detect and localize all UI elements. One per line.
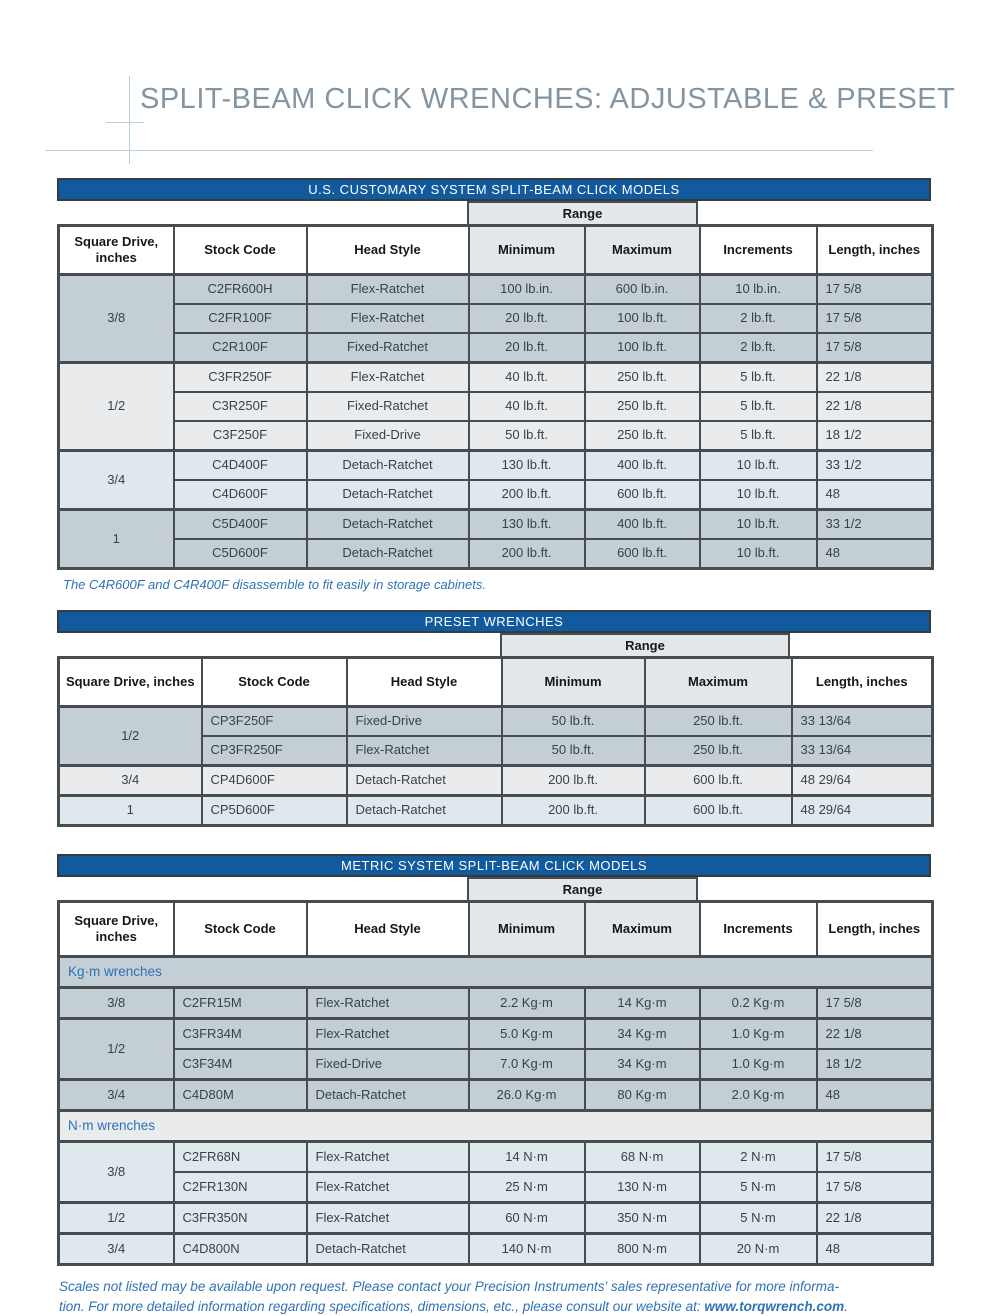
cell-head-style: Detach-Ratchet <box>347 766 502 796</box>
table-row <box>59 1234 933 1265</box>
cell-increments: 10 lb.ft. <box>700 451 817 481</box>
col-header-increments: Increments <box>700 902 817 957</box>
col-header-maximum: Maximum <box>585 902 700 957</box>
col-header-stock-code: Stock Code <box>202 658 347 707</box>
section-row <box>59 957 933 988</box>
metric-table-title-bar: METRIC SYSTEM SPLIT-BEAM CLICK MODELS <box>57 854 931 877</box>
cell-maximum: 250 lb.ft. <box>585 421 700 451</box>
cell-stock-code: C2FR600H <box>174 275 307 305</box>
cell-increments: 5 lb.ft. <box>700 392 817 421</box>
cell-minimum: 40 lb.ft. <box>469 392 585 421</box>
cell-maximum: 800 N·m <box>585 1234 700 1265</box>
cell-minimum: 50 lb.ft. <box>502 736 645 766</box>
cell-stock-code: C5D400F <box>174 510 307 540</box>
cell-stock-code: C2FR15M <box>174 988 307 1019</box>
table-row <box>59 304 933 333</box>
footer-note <box>59 1277 931 1316</box>
cell-increments: 2 lb.ft. <box>700 304 817 333</box>
table-row <box>59 480 933 510</box>
cell-length-inches: 48 29/64 <box>792 766 933 796</box>
cell-head-style: Detach-Ratchet <box>347 796 502 826</box>
table-footnote: The C4R600F and C4R400F disassemble to fit easily in storage cabinets. <box>63 577 486 592</box>
table-row <box>59 1080 933 1111</box>
cell-stock-code: C2R100F <box>174 333 307 363</box>
cell-head-style: Flex-Ratchet <box>307 988 469 1019</box>
table-row <box>59 1019 933 1050</box>
col-header-increments: Increments <box>700 226 817 275</box>
footer-line2: tion. For more detailed information regarding specifications, dimensions, etc., please consult our website at: <box>59 1298 705 1314</box>
cell-minimum: 20 lb.ft. <box>469 304 585 333</box>
col-header-stock-code: Stock Code <box>174 902 307 957</box>
range-strip <box>57 877 931 900</box>
col-header-head-style: Head Style <box>307 902 469 957</box>
cell-head-style: Fixed-Drive <box>307 1049 469 1080</box>
cell-maximum: 34 Kg·m <box>585 1049 700 1080</box>
table-row <box>59 392 933 421</box>
table-row <box>59 1049 933 1080</box>
cell-increments: 5 lb.ft. <box>700 363 817 393</box>
cell-length-inches: 17 5/8 <box>817 333 933 363</box>
cell-head-style: Flex-Ratchet <box>307 1142 469 1173</box>
cell-stock-code: C3FR34M <box>174 1019 307 1050</box>
cell-square-drive: 1/2 <box>59 707 202 766</box>
cell-length-inches: 17 5/8 <box>817 1172 933 1203</box>
cell-minimum: 2.2 Kg·m <box>469 988 585 1019</box>
cell-head-style: Fixed-Drive <box>307 421 469 451</box>
cell-maximum: 14 Kg·m <box>585 988 700 1019</box>
range-strip <box>57 201 931 224</box>
cell-head-style: Flex-Ratchet <box>307 304 469 333</box>
cell-increments: 10 lb.in. <box>700 275 817 305</box>
table-row <box>59 510 933 540</box>
cell-length-inches: 48 29/64 <box>792 796 933 826</box>
cell-minimum: 26.0 Kg·m <box>469 1080 585 1111</box>
cell-minimum: 40 lb.ft. <box>469 363 585 393</box>
cell-head-style: Flex-Ratchet <box>307 1172 469 1203</box>
cell-stock-code: C3F250F <box>174 421 307 451</box>
section-label-kg-m-wrenches: Kg·m wrenches <box>59 957 933 988</box>
col-header-minimum: Minimum <box>502 658 645 707</box>
col-header-minimum: Minimum <box>469 902 585 957</box>
col-header-length-inches: Length, inches <box>817 226 933 275</box>
cell-maximum: 350 N·m <box>585 1203 700 1234</box>
cell-increments: 5 N·m <box>700 1203 817 1234</box>
table-row <box>59 363 933 393</box>
cell-length-inches: 18 1/2 <box>817 421 933 451</box>
website-url: www.torqwrench.com <box>704 1298 845 1314</box>
page-content <box>57 178 931 1316</box>
cell-stock-code: CP5D600F <box>202 796 347 826</box>
table-row <box>59 1203 933 1234</box>
cell-maximum: 600 lb.ft. <box>585 480 700 510</box>
us-table-title-bar: U.S. CUSTOMARY SYSTEM SPLIT-BEAM CLICK MODELS <box>57 178 931 201</box>
cell-length-inches: 33 13/64 <box>792 707 933 737</box>
cell-stock-code: C3R250F <box>174 392 307 421</box>
cell-increments: 2 N·m <box>700 1142 817 1173</box>
section-label-n-m-wrenches: N·m wrenches <box>59 1111 933 1142</box>
cell-length-inches: 48 <box>817 539 933 569</box>
table-row <box>59 539 933 569</box>
cell-increments: 2.0 Kg·m <box>700 1080 817 1111</box>
cell-minimum: 200 lb.ft. <box>469 539 585 569</box>
cell-head-style: Flex-Ratchet <box>307 1019 469 1050</box>
range-header: Range <box>467 201 698 224</box>
cell-length-inches: 48 <box>817 1234 933 1265</box>
cell-stock-code: C2FR100F <box>174 304 307 333</box>
cell-minimum: 25 N·m <box>469 1172 585 1203</box>
table-row <box>59 421 933 451</box>
header-row <box>59 226 933 275</box>
cell-square-drive: 3/8 <box>59 988 174 1019</box>
cell-head-style: Fixed-Ratchet <box>307 392 469 421</box>
table-row <box>59 707 933 737</box>
cell-maximum: 600 lb.in. <box>585 275 700 305</box>
cell-stock-code: C4D400F <box>174 451 307 481</box>
col-header-stock-code: Stock Code <box>174 226 307 275</box>
cell-minimum: 130 lb.ft. <box>469 451 585 481</box>
header-row <box>59 902 933 957</box>
cell-square-drive: 3/4 <box>59 1234 174 1265</box>
cell-maximum: 100 lb.ft. <box>585 304 700 333</box>
cell-maximum: 100 lb.ft. <box>585 333 700 363</box>
table-row <box>59 1142 933 1173</box>
cell-length-inches: 17 5/8 <box>817 304 933 333</box>
cell-length-inches: 33 13/64 <box>792 736 933 766</box>
table-row <box>59 333 933 363</box>
cell-head-style: Fixed-Drive <box>347 707 502 737</box>
cell-minimum: 7.0 Kg·m <box>469 1049 585 1080</box>
cell-stock-code: C4D800N <box>174 1234 307 1265</box>
cell-increments: 10 lb.ft. <box>700 539 817 569</box>
col-header-length-inches: Length, inches <box>817 902 933 957</box>
preset-table-title-bar: PRESET WRENCHES <box>57 610 931 633</box>
cell-head-style: Detach-Ratchet <box>307 510 469 540</box>
footer-line1: Scales not listed may be available upon request. Please contact your Precision Instruments' sales representative for more informa- <box>59 1279 839 1294</box>
cell-maximum: 600 lb.ft. <box>645 766 792 796</box>
cell-square-drive: 3/8 <box>59 1142 174 1203</box>
col-header-maximum: Maximum <box>585 226 700 275</box>
cell-square-drive: 3/4 <box>59 451 174 510</box>
cell-head-style: Detach-Ratchet <box>307 480 469 510</box>
table-row <box>59 766 933 796</box>
cell-length-inches: 17 5/8 <box>817 988 933 1019</box>
cell-minimum: 50 lb.ft. <box>502 707 645 737</box>
cell-increments: 2 lb.ft. <box>700 333 817 363</box>
cell-length-inches: 22 1/8 <box>817 1203 933 1234</box>
cell-minimum: 130 lb.ft. <box>469 510 585 540</box>
us-customary-table <box>57 224 934 570</box>
cell-length-inches: 18 1/2 <box>817 1049 933 1080</box>
cell-square-drive: 3/8 <box>59 275 174 363</box>
col-header-square-drive-inches: Square Drive, inches <box>59 902 174 957</box>
cell-length-inches: 17 5/8 <box>817 275 933 305</box>
cell-head-style: Detach-Ratchet <box>307 1080 469 1111</box>
cell-square-drive: 3/4 <box>59 766 202 796</box>
cell-square-drive: 1/2 <box>59 363 174 451</box>
cell-stock-code: C3F34M <box>174 1049 307 1080</box>
cell-head-style: Fixed-Ratchet <box>307 333 469 363</box>
cell-increments: 0.2 Kg·m <box>700 988 817 1019</box>
cell-minimum: 140 N·m <box>469 1234 585 1265</box>
cell-stock-code: CP3F250F <box>202 707 347 737</box>
col-header-head-style: Head Style <box>347 658 502 707</box>
cell-minimum: 50 lb.ft. <box>469 421 585 451</box>
range-header: Range <box>500 633 790 656</box>
cell-increments: 1.0 Kg·m <box>700 1019 817 1050</box>
cell-length-inches: 33 1/2 <box>817 451 933 481</box>
cell-head-style: Flex-Ratchet <box>307 1203 469 1234</box>
cell-maximum: 130 N·m <box>585 1172 700 1203</box>
cell-increments: 5 lb.ft. <box>700 421 817 451</box>
cell-maximum: 400 lb.ft. <box>585 451 700 481</box>
footer-line2-end: . <box>844 1298 848 1314</box>
section-row <box>59 1111 933 1142</box>
cell-minimum: 200 lb.ft. <box>469 480 585 510</box>
cell-minimum: 20 lb.ft. <box>469 333 585 363</box>
cell-maximum: 34 Kg·m <box>585 1019 700 1050</box>
cell-minimum: 14 N·m <box>469 1142 585 1173</box>
registration-mark-horizontal-line <box>106 122 144 123</box>
table-row <box>59 796 933 826</box>
col-header-square-drive-inches: Square Drive, inches <box>59 226 174 275</box>
preset-wrenches-table <box>57 656 934 827</box>
cell-stock-code: C3FR250F <box>174 363 307 393</box>
cell-increments: 10 lb.ft. <box>700 510 817 540</box>
cell-stock-code: CP3FR250F <box>202 736 347 766</box>
cell-increments: 1.0 Kg·m <box>700 1049 817 1080</box>
cell-head-style: Flex-Ratchet <box>307 275 469 305</box>
cell-minimum: 5.0 Kg·m <box>469 1019 585 1050</box>
range-header: Range <box>467 877 698 900</box>
cell-minimum: 200 lb.ft. <box>502 766 645 796</box>
cell-head-style: Flex-Ratchet <box>347 736 502 766</box>
cell-stock-code: CP4D600F <box>202 766 347 796</box>
cell-maximum: 68 N·m <box>585 1142 700 1173</box>
table-row <box>59 988 933 1019</box>
cell-square-drive: 1 <box>59 796 202 826</box>
preset-wrenches-table-block <box>57 610 931 827</box>
cell-maximum: 400 lb.ft. <box>585 510 700 540</box>
cell-length-inches: 17 5/8 <box>817 1142 933 1173</box>
cell-minimum: 100 lb.in. <box>469 275 585 305</box>
col-header-minimum: Minimum <box>469 226 585 275</box>
cell-square-drive: 1 <box>59 510 174 569</box>
cell-square-drive: 1/2 <box>59 1203 174 1234</box>
cell-stock-code: C4D600F <box>174 480 307 510</box>
table-row <box>59 451 933 481</box>
cell-head-style: Detach-Ratchet <box>307 539 469 569</box>
cell-length-inches: 48 <box>817 480 933 510</box>
cell-maximum: 250 lb.ft. <box>585 363 700 393</box>
cell-maximum: 250 lb.ft. <box>645 736 792 766</box>
cell-head-style: Detach-Ratchet <box>307 451 469 481</box>
cell-stock-code: C3FR350N <box>174 1203 307 1234</box>
cell-maximum: 600 lb.ft. <box>585 539 700 569</box>
cell-head-style: Flex-Ratchet <box>307 363 469 393</box>
page-title: SPLIT-BEAM CLICK WRENCHES: ADJUSTABLE & PRESET <box>140 83 956 115</box>
title-underline-rule <box>45 150 873 151</box>
cell-length-inches: 48 <box>817 1080 933 1111</box>
header-row <box>59 658 933 707</box>
cell-maximum: 600 lb.ft. <box>645 796 792 826</box>
cell-maximum: 250 lb.ft. <box>645 707 792 737</box>
cell-stock-code: C5D600F <box>174 539 307 569</box>
col-header-maximum: Maximum <box>645 658 792 707</box>
cell-square-drive: 1/2 <box>59 1019 174 1080</box>
cell-stock-code: C2FR68N <box>174 1142 307 1173</box>
col-header-length-inches: Length, inches <box>792 658 933 707</box>
metric-table-block <box>57 854 931 1266</box>
cell-head-style: Detach-Ratchet <box>307 1234 469 1265</box>
cell-length-inches: 22 1/8 <box>817 1019 933 1050</box>
cell-increments: 20 N·m <box>700 1234 817 1265</box>
cell-minimum: 60 N·m <box>469 1203 585 1234</box>
metric-table <box>57 900 934 1266</box>
cell-increments: 5 N·m <box>700 1172 817 1203</box>
col-header-square-drive-inches: Square Drive, inches <box>59 658 202 707</box>
cell-square-drive: 3/4 <box>59 1080 174 1111</box>
cell-length-inches: 22 1/8 <box>817 363 933 393</box>
table-row <box>59 1172 933 1203</box>
us-customary-table-block <box>57 178 931 592</box>
range-strip <box>57 633 931 656</box>
cell-stock-code: C4D80M <box>174 1080 307 1111</box>
cell-minimum: 200 lb.ft. <box>502 796 645 826</box>
cell-maximum: 80 Kg·m <box>585 1080 700 1111</box>
cell-stock-code: C2FR130N <box>174 1172 307 1203</box>
cell-increments: 10 lb.ft. <box>700 480 817 510</box>
col-header-head-style: Head Style <box>307 226 469 275</box>
cell-maximum: 250 lb.ft. <box>585 392 700 421</box>
cell-length-inches: 33 1/2 <box>817 510 933 540</box>
table-row <box>59 275 933 305</box>
cell-length-inches: 22 1/8 <box>817 392 933 421</box>
